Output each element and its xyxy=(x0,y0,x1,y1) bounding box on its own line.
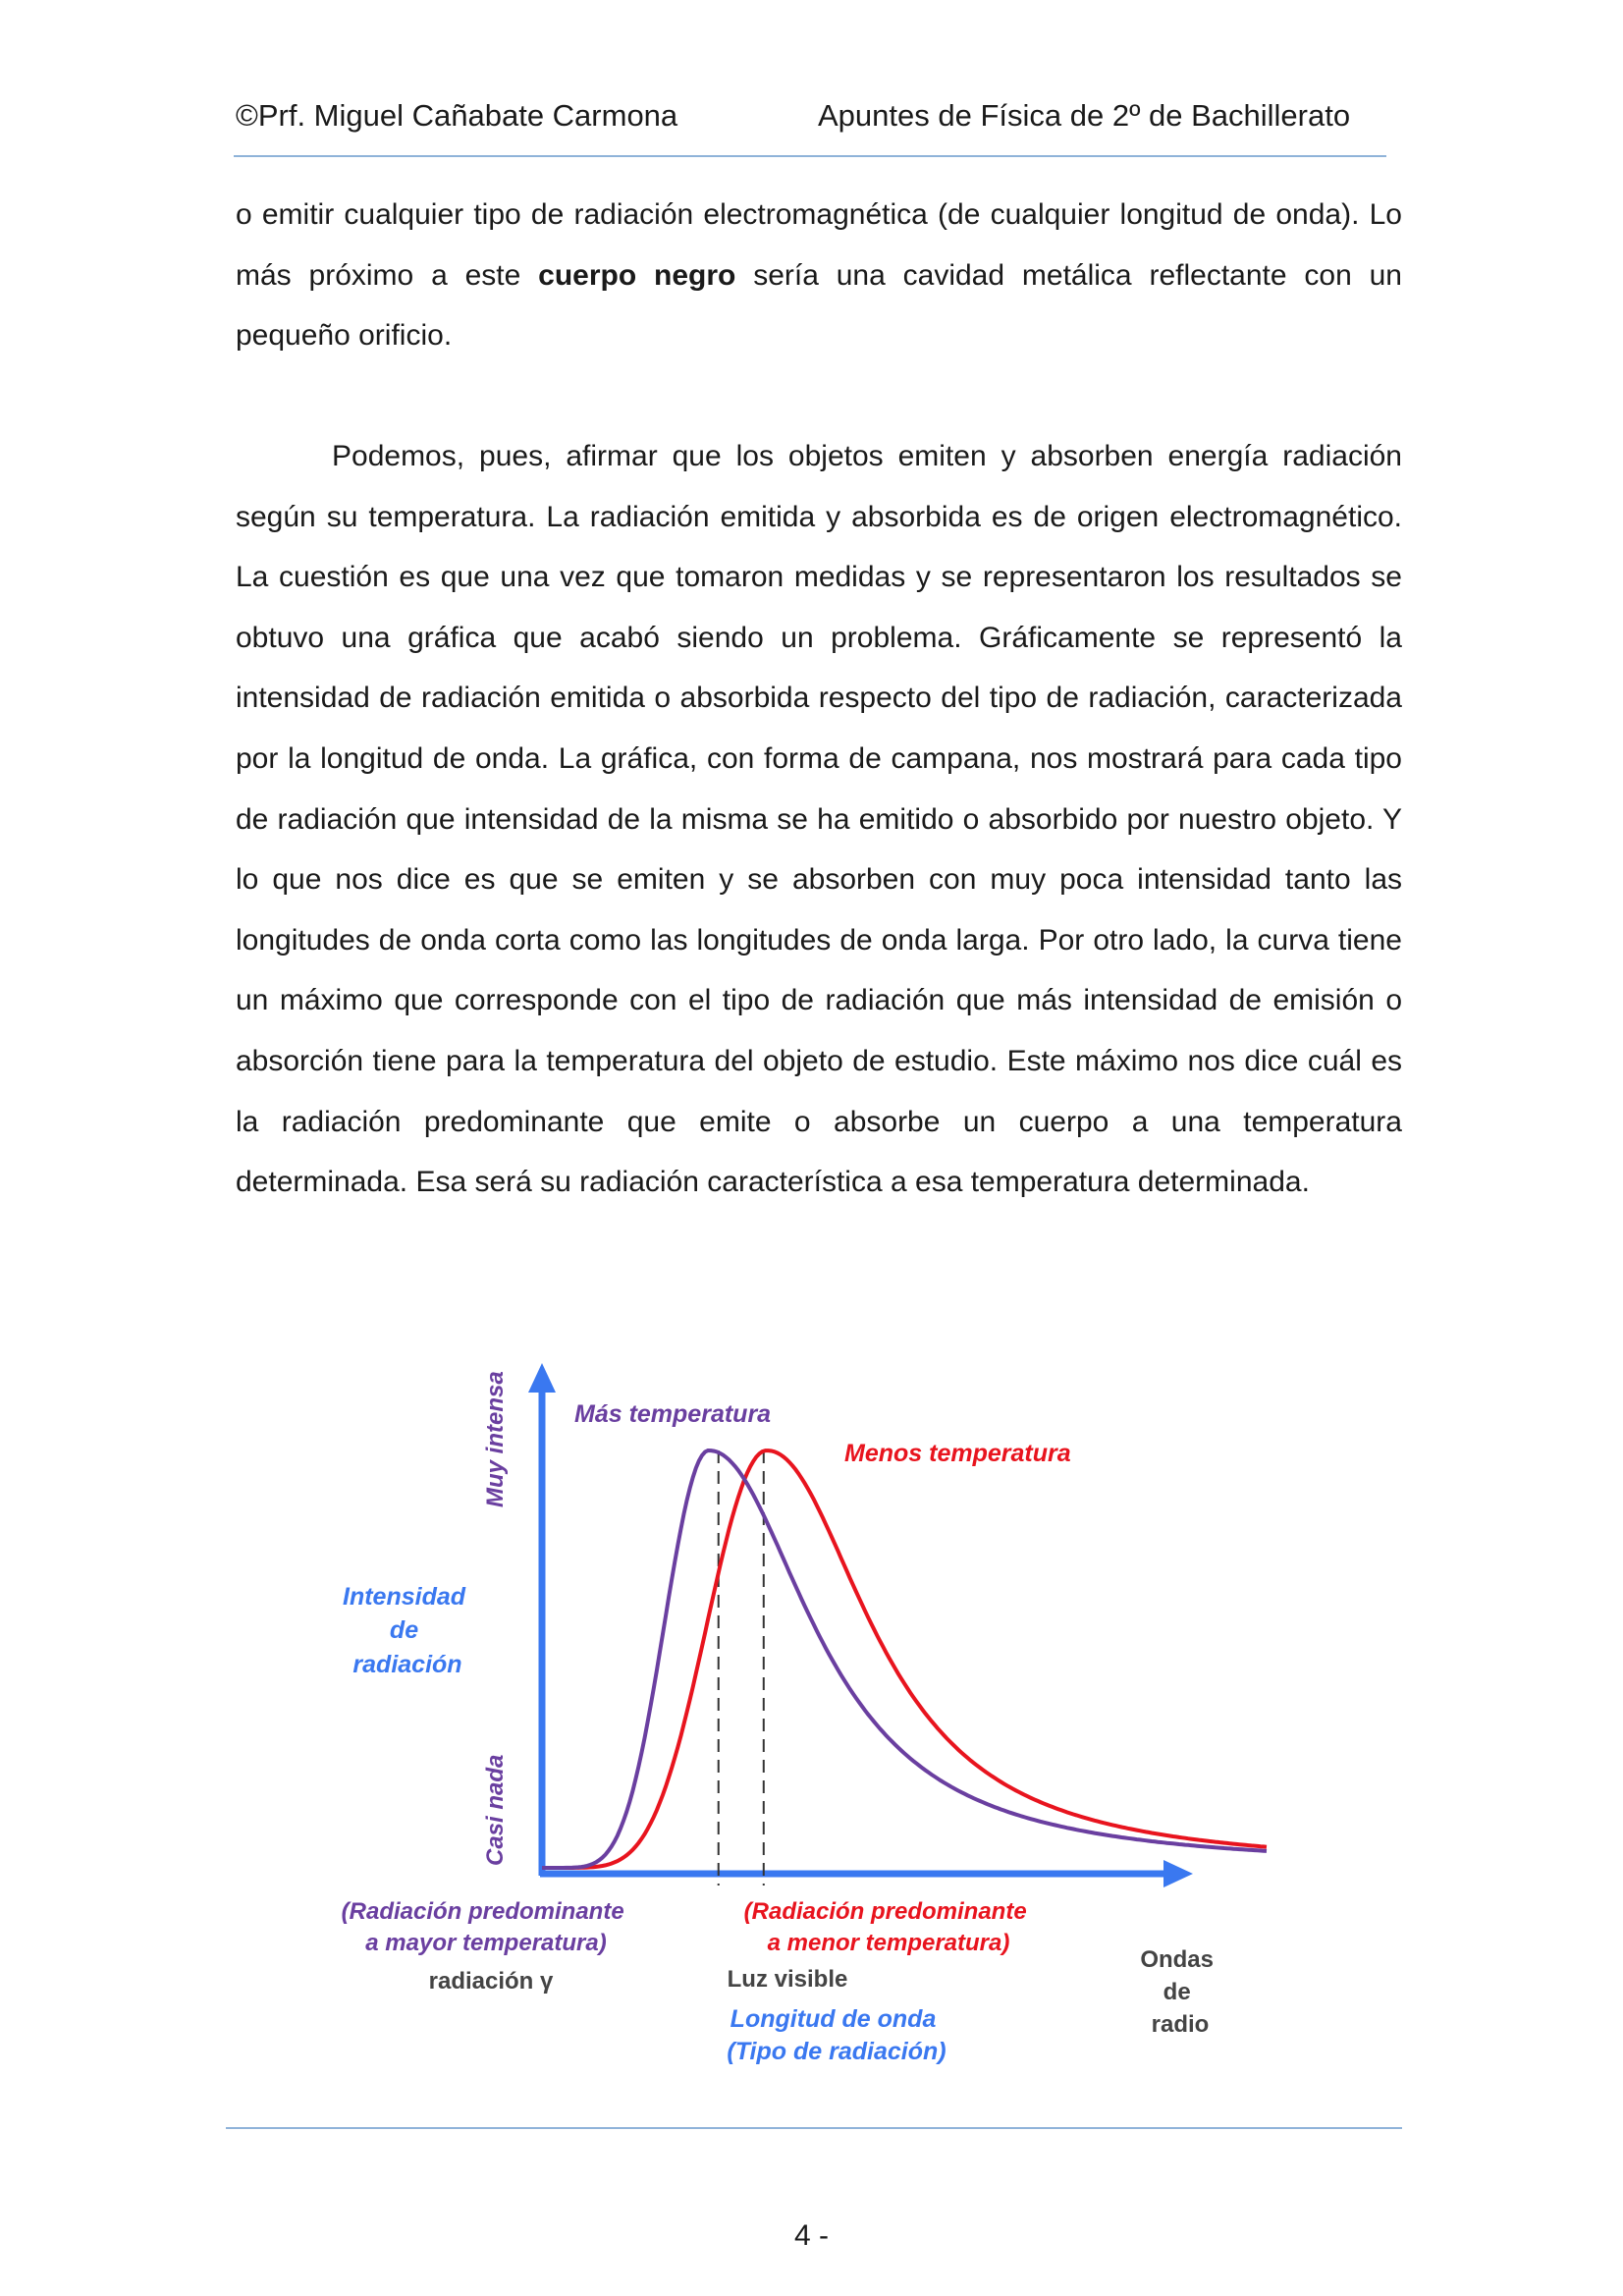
blackbody-radiation-figure xyxy=(314,1345,1286,2092)
y-axis-title-line-1: Intensidad xyxy=(343,1583,466,1611)
y-bottom-label: Casi nada xyxy=(482,1754,509,1866)
curve-menos-temperatura xyxy=(542,1450,1267,1868)
x-axis-title-line-2: (Tipo de radiación) xyxy=(727,2038,947,2065)
header-subject: Apuntes de Física de 2º de Bachillerato xyxy=(818,98,1351,133)
y-axis-arrowhead xyxy=(528,1363,556,1393)
y-axis-title-line-2: de xyxy=(389,1616,419,1644)
x-middle-label: Luz visible xyxy=(727,1966,848,1993)
legend-mas-temperatura: Más temperatura xyxy=(574,1400,772,1428)
annotation-hot xyxy=(342,1898,631,1956)
x-axis-title-line-1: Longitud de onda xyxy=(730,2005,937,2033)
paragraph-2: Podemos, pues, afirmar que los objetos emiten y absorben energía radiación según su temperatura. La radiación emitida y absorbida es de origen electromagnético. La cuestión es que una vez que tomaron medidas y se representaron los resultados se obtuvo una gráfica que acabó siendo un problema. Gráficamente se representó la intensidad de radiación emitida o absorbida respecto del tipo de radiación, caracterizada por la longitud de onda. La gráfica, con forma de campana, nos mostrará para cada tipo de radiación que intensidad de la misma se ha emitido o absorbido por nuestro objeto. Y lo que nos dice es que se emiten y se absorben con muy poca intensidad tanto las longitudes de onda corta como las longitudes de onda larga. Por otro lado, la curva tiene un máximo que corresponde con el tipo de radiación que más intensidad de emisión o absorción tiene para la temperatura del objeto de estudio. Este máximo nos dice cuál es la radiación predominante que emite o absorbe un cuerpo a una temperatura determinada. Esa será su radiación característica a esa temperatura determinada. xyxy=(236,440,1402,1199)
radiation-chart xyxy=(314,1345,1286,2092)
annotation-cold xyxy=(744,1898,1034,1956)
page-header xyxy=(236,98,1386,137)
x-axis-title xyxy=(727,2005,946,2065)
y-axis-title-line-3: radiación xyxy=(352,1651,462,1678)
x-right-label-line-2: de xyxy=(1163,1979,1191,2005)
legend-menos-temperatura: Menos temperatura xyxy=(844,1440,1071,1467)
annotation-hot-line-2: a mayor temperatura) xyxy=(365,1930,607,1956)
x-left-label: radiación γ xyxy=(428,1968,554,1995)
term-cuerpo-negro: cuerpo negro xyxy=(538,258,736,292)
x-right-label-line-1: Ondas xyxy=(1140,1946,1215,1973)
x-right-label-line-3: radio xyxy=(1151,2011,1210,2038)
x-axis-arrowhead xyxy=(1163,1860,1193,1887)
annotation-cold-line-2: a menor temperatura) xyxy=(767,1930,1010,1956)
page-number: 4 - xyxy=(793,2219,829,2252)
annotation-cold-line-1: (Radiación predominante xyxy=(743,1898,1027,1925)
x-right-label xyxy=(1140,1946,1219,2038)
paragraph-1-text-b: sería una cavidad metálica reflectante con un pequeño orificio. xyxy=(236,258,1402,353)
header-rule xyxy=(234,155,1386,157)
header-author: ©Prf. Miguel Cañabate Carmona xyxy=(236,98,678,133)
curve-mas-temperatura xyxy=(542,1450,1267,1868)
annotation-hot-line-1: (Radiación predominante xyxy=(341,1898,624,1925)
y-top-label: Muy intensa xyxy=(482,1371,509,1507)
y-axis-title xyxy=(343,1583,472,1678)
paragraph-1 xyxy=(236,185,1402,366)
paragraph-1-text-a: o emitir cualquier tipo de radiación electromagnética (de cualquier longitud de onda). Lo más próximo a este xyxy=(236,198,1402,292)
footer-rule xyxy=(226,2127,1402,2129)
